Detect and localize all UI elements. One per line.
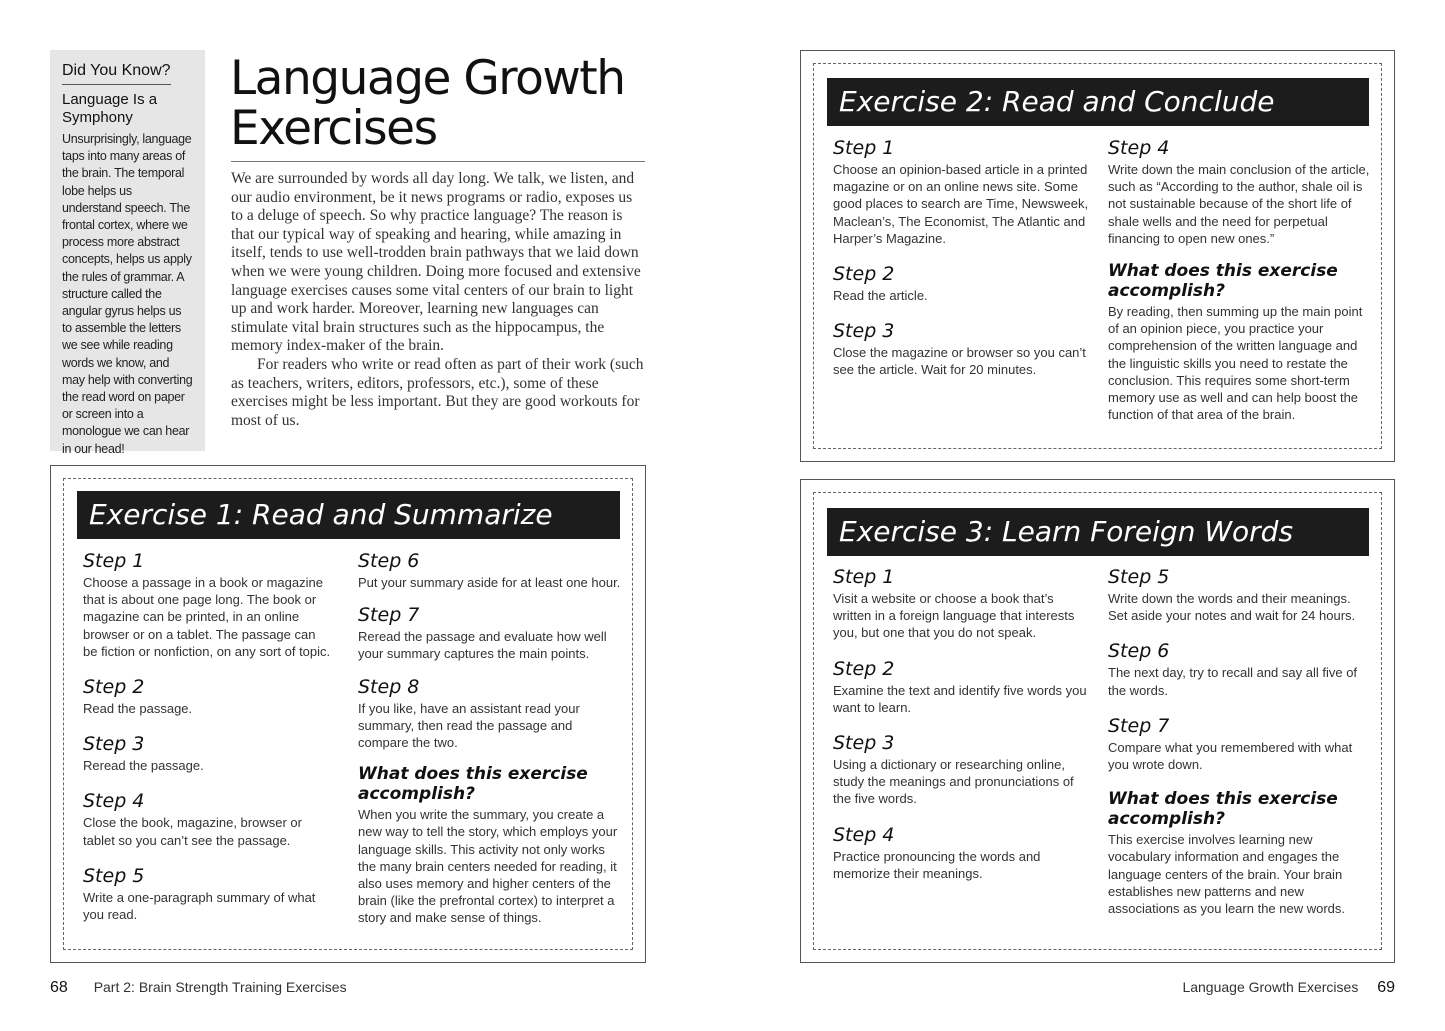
- intro-paragraph-2: For readers who write or read often as part of their work (such as teachers, writers, editors, professors, etc.), some of these exercises might be less important. But they are good workouts for most of us.: [231, 355, 644, 429]
- step-text: Compare what you remembered with what you wrote down.: [1108, 739, 1353, 773]
- page-number-left: 68: [50, 979, 68, 996]
- step-text: Write a one-paragraph summary of what you read.: [83, 889, 316, 923]
- step-item: [83, 790, 333, 848]
- exercise-3-right-column: [1108, 566, 1372, 917]
- accomplish-answer: This exercise involves learning new vocabulary information and engages the language centers of the brain. Your brain establishes new patterns and new associations as you learn the new words.: [1108, 832, 1346, 917]
- step-item: [833, 566, 1089, 642]
- step-label: Step 5: [1108, 566, 1170, 588]
- step-item: [833, 732, 1089, 808]
- step-text: Reread the passage.: [83, 758, 204, 774]
- exercise-1-box: [50, 465, 646, 963]
- step-text: Reread the passage and evaluate how well your summary captures the main points.: [358, 629, 607, 662]
- step-text: Using a dictionary or researching online, study the meanings and pronunciations of the five words.: [833, 757, 1074, 807]
- footer-left: [50, 979, 347, 997]
- step-label: Step 4: [83, 790, 145, 813]
- step-text: The next day, try to recall and say all five of the words.: [1108, 665, 1358, 698]
- step-text: Visit a website or choose a book that’s written in a foreign language that interests you, but one that you do not speak.: [833, 591, 1075, 641]
- exercise-3-left-column: [833, 566, 1089, 882]
- step-text: Practice pronouncing the words and memorize their meanings.: [833, 848, 1041, 881]
- exercise-3-title: Exercise 3: Learn Foreign Words: [827, 508, 1369, 556]
- step-label: Step 3: [833, 320, 895, 343]
- step-text: Read the passage.: [83, 701, 193, 717]
- accomplish-section: [1108, 261, 1370, 423]
- exercise-1-left-column: [83, 550, 333, 923]
- accomplish-section: [1108, 789, 1372, 917]
- step-label: Step 8: [358, 675, 420, 698]
- step-item: [83, 865, 333, 923]
- exercise-1-title: Exercise 1: Read and Summarize: [77, 491, 620, 539]
- step-text: Choose an opinion-based article in a printed magazine or on an online news site. Some good places to search are Time, Newsweek, Maclean’s, The Economist, The Atlantic and Harper’s Magazine.: [833, 162, 1089, 246]
- step-text: Write down the words and their meanings. Set aside your notes and wait for 24 hours.: [1108, 591, 1356, 624]
- step-label: Step 2: [83, 676, 145, 699]
- step-text: Close the book, magazine, browser or tablet so you can’t see the passage.: [83, 815, 302, 848]
- accomplish-answer: When you write the summary, you create a new way to tell the story, which employs your language skills. This activity not only works the many brain centers needed for reading, it also uses memory and higher centers of the brain (like the prefrontal cortex) to interpret a story and make sense of things.: [358, 807, 618, 926]
- step-label: Step 7: [358, 604, 420, 627]
- step-item: [358, 604, 623, 662]
- page-number-right: 69: [1377, 979, 1395, 996]
- step-item: [833, 658, 1089, 716]
- step-item: [1108, 137, 1370, 247]
- sidebar-body: Unsurprisingly, language taps into many areas of the brain. The temporal lobe helps us understand speech. The frontal cortex, where we process more abstract concepts, helps us apply the rules of grammar. A structure called the angular gyrus helps us to assemble the letters we see while reading words we know, and may help with converting the read word on paper or screen into a monologue we can hear in our head!: [62, 132, 193, 456]
- step-label: Step 1: [833, 137, 895, 159]
- step-item: [358, 550, 623, 591]
- step-label: Step 3: [833, 732, 895, 755]
- intro-paragraph-1: We are surrounded by words all day long. We talk, we listen, and our audio environment, be it news programs or radio, exposes us to a deluge of speech. So why practice language? The reason is that our typical way of speaking and hearing, while amazing in itself, tends to use well-trodden brain pathways that we laid down when we were young children. Doing more focused and extensive language exercises causes some vital centers of our brain to light up and work harder. Moreover, learning new languages can stimulate vital brain structures such as the hippocampus, the memory index-maker of the brain.: [231, 170, 641, 355]
- step-item: [1108, 715, 1372, 773]
- step-label: Step 3: [83, 733, 145, 756]
- did-you-know-sidebar: [50, 50, 205, 456]
- step-item: [1108, 640, 1372, 698]
- step-label: Step 2: [833, 657, 895, 680]
- exercise-2-box: [800, 50, 1395, 462]
- step-item: [83, 550, 333, 660]
- step-item: [833, 824, 1089, 882]
- accomplish-question: What does this exercise accomplish?: [1108, 261, 1338, 302]
- section-label-left: Part 2: Brain Strength Training Exercises: [93, 979, 347, 995]
- accomplish-question: What does this exercise accomplish?: [1108, 789, 1338, 830]
- exercise-2-title: Exercise 2: Read and Conclude: [827, 78, 1369, 126]
- step-label: Step 1: [83, 550, 145, 572]
- accomplish-question: What does this exercise accomplish?: [358, 764, 588, 805]
- step-text: Close the magazine or browser so you can’t see the article. Wait for 20 minutes.: [833, 345, 1086, 378]
- step-item: [358, 676, 623, 752]
- step-item: [833, 137, 1091, 247]
- step-text: Choose a passage in a book or magazine that is about one page long. The book or magazine can be printed, in an online browser or on a tablet. The passage can be fiction or nonfiction, on any sort of topic.: [83, 575, 331, 659]
- sidebar-heading: Did You Know?: [62, 62, 171, 85]
- step-text: Write down the main conclusion of the article, such as “According to the author, shale oil is not sustainable because of the short life of shale wells and the need for perpetual financing to open new ones.”: [1108, 162, 1370, 246]
- intro-text: [231, 170, 647, 430]
- step-label: Step 2: [833, 263, 895, 286]
- step-text: Put your summary aside for at least one hour.: [358, 575, 621, 590]
- page-title: Language Growth Exercises: [230, 51, 625, 156]
- footer-right: [1182, 979, 1395, 997]
- step-label: Step 4: [833, 823, 895, 846]
- step-text: If you like, have an assistant read your summary, then read the passage and compare the two.: [358, 700, 580, 751]
- exercise-1-right-column: [358, 550, 623, 927]
- step-text: Read the article.: [833, 288, 928, 304]
- step-item: [833, 263, 1091, 304]
- exercise-2-right-column: [1108, 137, 1370, 423]
- step-label: Step 4: [1108, 137, 1170, 159]
- accomplish-answer: By reading, then summing up the main point of an opinion piece, you practice your comprehension of the written language and the linguistic skills you need to restate the conclusion. This requires some short-term memory use as well and can help boost the function of that area of the brain.: [1108, 304, 1363, 423]
- step-label: Step 6: [1108, 640, 1170, 663]
- step-label: Step 7: [1108, 714, 1170, 737]
- title-divider: [231, 161, 645, 162]
- step-item: [1108, 566, 1372, 624]
- step-label: Step 1: [833, 566, 895, 588]
- section-label-right: Language Growth Exercises: [1182, 979, 1359, 995]
- exercise-3-box: [800, 479, 1395, 963]
- step-item: [83, 733, 333, 774]
- sidebar-subheading: Language Is a Symphony: [62, 91, 158, 126]
- step-label: Step 6: [358, 550, 420, 572]
- step-item: [833, 320, 1091, 378]
- step-item: [83, 676, 333, 717]
- accomplish-section: [358, 764, 623, 926]
- step-text: Examine the text and identify five words you want to learn.: [833, 682, 1087, 715]
- step-label: Step 5: [83, 864, 145, 887]
- exercise-2-left-column: [833, 137, 1091, 379]
